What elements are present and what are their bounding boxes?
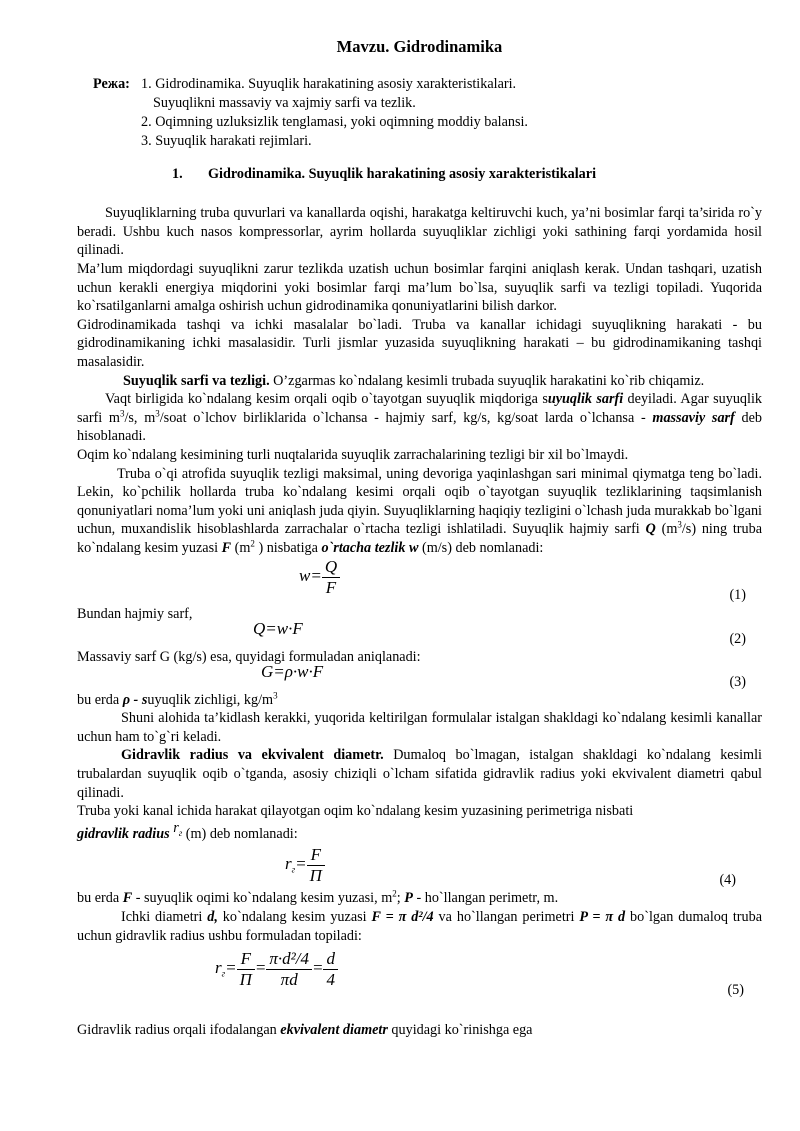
term-equivalent-diameter: ekvivalent diametr <box>280 1022 388 1039</box>
lesson-plan <box>77 75 762 151</box>
symbol-r-sub: г <box>178 827 183 838</box>
sup: 3 <box>155 407 160 418</box>
term-mass-flow: massaviy sarf <box>652 409 735 426</box>
term-hydraulic-radius: gidravlik radius <box>77 825 170 842</box>
p10-c: uyuqlik zichligi, kg/m <box>147 691 274 708</box>
plan-item-2: 2. Oqimning uzluksizlik tenglamasi, yoki oqimning moddiy balansi. <box>141 113 528 130</box>
paragraph-6: Oqim ko`ndalang kesimining turli nuqtalarida suyuqlik zarrachalarining tezligi bir xil bo`lmaydi. <box>77 446 629 463</box>
paragraph-4-text: O’zgarmas ko`ndalang kesimli trubada suyuqlik harakatini ko`rib chiqamiz. <box>269 372 705 389</box>
symbol-f: F <box>122 890 133 907</box>
symbol-p: P <box>404 890 413 907</box>
p7-f: (m <box>231 539 251 556</box>
subheading-flow-rate: Suyuqlik sarfi va tezligi. <box>123 372 270 389</box>
equation-2 <box>77 619 762 648</box>
eq5-lhs-sub: г <box>221 968 226 979</box>
eq5-den-2: πd <box>280 970 298 990</box>
paragraph-15 <box>77 889 762 908</box>
symbol-d: d, <box>207 909 218 925</box>
paragraph-10 <box>77 691 762 710</box>
eq4-denominator: П <box>309 866 322 886</box>
equation-3 <box>77 661 762 691</box>
eq1-equals: = <box>310 566 322 586</box>
paragraph-9: Massaviy sarf G (kg/s) esa, quyidagi formuladan aniqlanadi: <box>77 649 421 666</box>
eq5-equals-3: = <box>311 957 324 977</box>
eq5-equals-2: = <box>254 957 267 977</box>
eq4-number: (4) <box>719 872 736 889</box>
p7-i: (m/s) deb nomlanadi: <box>418 539 544 556</box>
eq5-den-3: 4 <box>326 970 335 990</box>
term-flow-rate: uyuqlik sarfi <box>547 391 624 408</box>
paragraph-8: Bundan hajmiy sarf, <box>77 606 193 623</box>
plan-label: Режа: <box>93 75 130 92</box>
paragraph-12 <box>77 746 762 802</box>
p15-a: bu erda <box>77 890 123 907</box>
p16-a: Ichki diametri <box>121 909 208 925</box>
p14-b: (m) deb nomlanadi: <box>182 825 298 842</box>
section-heading <box>77 165 762 184</box>
eq5-den-1: П <box>239 970 252 990</box>
eq5-num-2: π·d²/4 <box>266 949 312 970</box>
p5-a: Vaqt birligida ko`ndalang kesim orqali oqib o`tayotgan suyuqlik miqdoriga s <box>105 391 548 408</box>
plan-item-1: 1. Gidrodinamika. Suyuqlik harakatining asosiy xarakteristikalari. <box>141 75 517 92</box>
sup: 3 <box>119 407 125 418</box>
eq5-lhs: r <box>215 957 222 977</box>
sup: 3 <box>273 689 278 700</box>
formula-area: F = π d²/4 <box>371 909 434 925</box>
equation-5 <box>77 945 762 1007</box>
plan-item-3: 3. Suyuqlik harakati rejimlari. <box>141 132 312 149</box>
eq4-fraction <box>307 845 325 886</box>
document-title: Mavzu. Gidrodinamika <box>336 37 503 56</box>
eq5-fraction-1 <box>237 949 255 990</box>
p15-c: - suyuqlik oqimi ko`ndalang kesim yuzasi, m <box>132 890 393 907</box>
eq4-lhs: r <box>285 854 292 874</box>
p7-a: Truba o`qi atrofida suyuqlik tezligi maksimal, uning devoriga yaqinlashgan sari minimal qiymatga teng bo`ladi. Lekin, ko`pchilik hollarda truba ko`ndalang kesimi orqali oqib o`tayotgan suyuqlik tezliklarining taqsimlanish qonuniyatlari noma’lum yoki uni aniqlash juda qiyin. Suyuqliklarning haqiqiy tezligini o`lchash juda murakkab bo`lgani uchun, muxandislik hisoblashlarda zarrachalar o`rtacha tezligi ishlatiladi. Suyuqlik hajmiy sarfi <box>77 465 762 538</box>
eq5-num-3: d <box>323 949 338 970</box>
eq3-formula: G=ρ·w·F <box>261 661 324 681</box>
p16-e: va ho`llangan perimetri <box>433 909 580 925</box>
section-title: Gidrodinamika. Suyuqlik harakatining asosiy xarakteristikalari <box>208 165 597 182</box>
sup: 3 <box>677 519 682 530</box>
p7-g: ) nisbatiga <box>254 539 322 556</box>
p12-rest: Dumaloq bo`lmagan, istalgan shakldagi ko`ndalang kesimli trubalardan suyuqlik oqib o`tganda, asosiy chiziqli o`lcham sifatida gidravlik radius yoki ekvivalent diametri qabul qilinadi. <box>77 747 762 801</box>
p5-g: deb hisoblanadi. <box>77 409 762 445</box>
p7-c: (m <box>655 521 678 538</box>
paragraph-11: Shuni alohida ta’kidlash kerakki, yuqorida keltirilgan formulalar istalgan shakldagi ko`ndalang kesimli kanallar uchun ham to`g`ri keladi. <box>77 710 762 745</box>
eq5-number: (5) <box>727 982 744 999</box>
eq5-equals-1: = <box>225 957 237 977</box>
symbol-f: F <box>221 539 232 556</box>
sup: 2 <box>392 888 397 899</box>
p15-f: - ho`llangan perimetr, m. <box>412 890 559 907</box>
p7-d: /s) ning truba ko`ndalang kesim yuzasi <box>77 521 763 556</box>
eq1-numerator: Q <box>322 557 340 578</box>
p17-c: quyidagi ko`rinishga ega <box>387 1022 533 1039</box>
eq1-denominator: F <box>325 578 337 598</box>
eq1-fraction <box>322 557 340 598</box>
paragraph-3: Gidrodinamikada tashqi va ichki masalalar bo`ladi. Truba va kanallar ichidagi suyuqlikning harakati - bu gidrodinamikaning ichki masalasidir. Turli jismlar yuzasida suyuqlikning harakati – bu gidrodinamikaning tashqi masalasidir. <box>77 316 762 370</box>
eq2-number: (2) <box>729 631 746 648</box>
p16-g: bo`lgan dumaloq truba uchun gidravlik radius ushbu formuladan topiladi: <box>77 909 763 944</box>
term-mean-velocity: o`rtacha tezlik w <box>321 539 419 556</box>
p16-c: ko`ndalang kesim yuzasi <box>217 909 372 925</box>
paragraph-7 <box>77 465 762 558</box>
eq5-fraction-2 <box>266 949 312 990</box>
eq3-number: (3) <box>729 673 746 690</box>
eq2-formula: Q=w·F <box>253 619 303 639</box>
paragraph-2: Ma’lum miqdordagi suyuqlikni zarur tezlikda uzatish uchun bosimlar farqini aniqlash kerak. Undan tashqari, uzatish uchun kerakli energiya miqdorini yoki bosimlar farqi ma’lum bo`lsa, suyuqlik sarfi va tezligi topiladi. Yuqorida ko`rsatilganlarni amalga oshirish uchun gidrodinamika qonuniyatlarini bilish darkor. <box>77 260 762 315</box>
equation-4 <box>77 843 762 889</box>
eq1-lhs: w <box>299 566 311 586</box>
p15-d: ; <box>396 890 405 907</box>
subheading-hydraulic-radius: Gidravlik radius va ekvivalent diametr. <box>121 747 384 764</box>
symbol-r: r <box>173 819 179 836</box>
p5-d: /s, m <box>124 409 156 426</box>
formula-perimeter: P = π d <box>579 909 626 925</box>
p5-e: /soat o`lchov birliklarida o`lchansa - hajmiy sarf, kg/s, kg/soat larda o`lchansa - <box>159 409 653 426</box>
symbol-q: Q <box>645 521 656 538</box>
paragraph-1: Suyuqliklarning truba quvurlari va kanallarda oqishi, harakatga keltiruvchi kuch, ya’ni bosimlar farqi ta’sirida ro`y beradi. Ushbu kuch nasos kompressorlar, ayrim hollarda suyuqliklar zichligi yoki sathining farqi yordamida hosil qilinadi. <box>77 205 762 259</box>
eq5-num-1: F <box>237 949 255 970</box>
paragraph-17 <box>77 1021 762 1040</box>
sup: 2 <box>250 538 255 549</box>
eq1-number: (1) <box>729 587 746 604</box>
paragraph-16 <box>77 908 762 945</box>
paragraph-13: Truba yoki kanal ichida harakat qilayotgan oqim ko`ndalang kesim yuzasining perimetriga nisbati <box>77 803 634 820</box>
paragraph-5 <box>77 390 762 446</box>
document-page <box>77 38 762 1040</box>
symbol-rho: ρ - s <box>122 691 148 708</box>
eq4-lhs-sub: г <box>291 865 296 875</box>
paragraph-4 <box>77 372 762 391</box>
p5-c: deyiladi. Agar suyuqlik sarfi m <box>77 391 763 426</box>
plan-item-1-continued: Suyuqlikni massaviy va xajmiy sarfi va tezlik. <box>153 94 416 111</box>
section-number: 1. <box>172 165 183 182</box>
paragraph-14 <box>77 819 762 844</box>
p10-a: bu erda <box>77 691 123 708</box>
p17-a: Gidravlik radius orqali ifodalangan <box>77 1022 281 1039</box>
eq4-numerator: F <box>307 845 325 866</box>
equation-1 <box>77 557 762 605</box>
eq4-equals: = <box>295 854 307 874</box>
eq5-fraction-3 <box>323 949 338 990</box>
